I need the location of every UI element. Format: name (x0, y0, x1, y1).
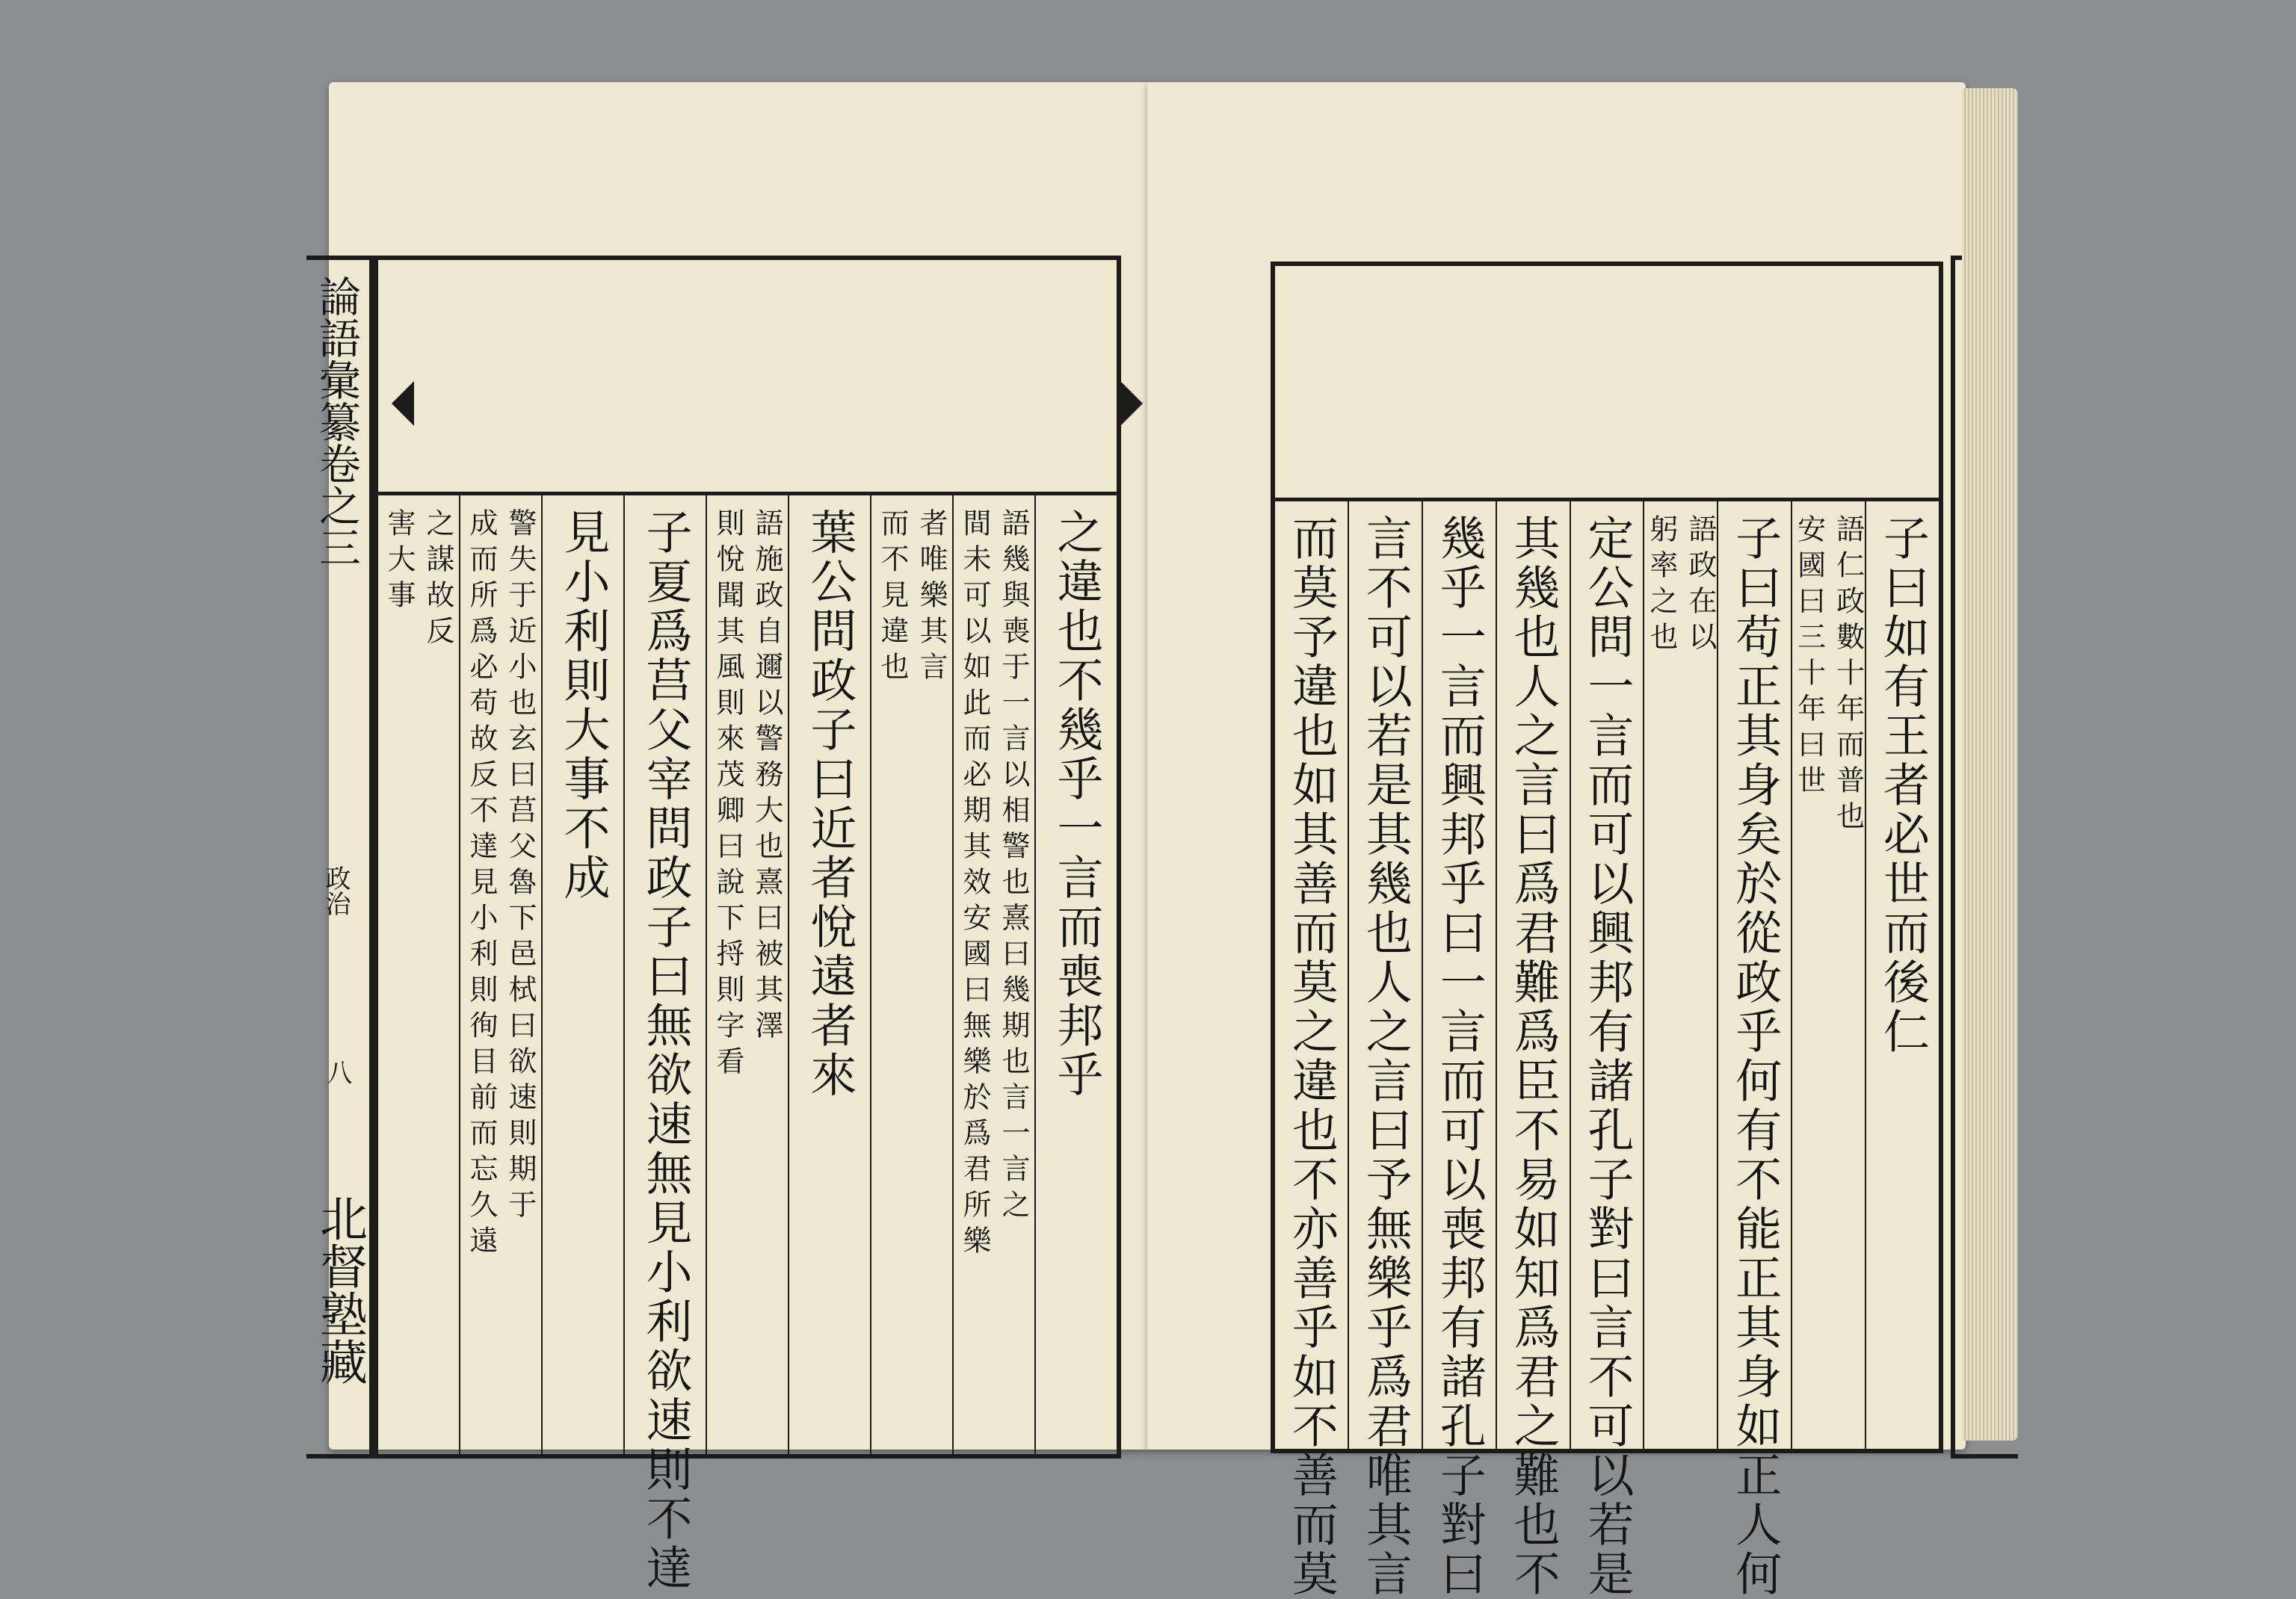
text-column (1643, 498, 1717, 1449)
commentary-lines (960, 508, 1028, 1454)
right-page (1147, 82, 1966, 1599)
main-text: 定公問一言而可以興邦有諸孔子對曰言不可以若是 (1579, 514, 1635, 1599)
text-column (541, 492, 623, 1454)
book-title: 論語彙纂卷之三 (312, 275, 361, 568)
page-number: 八 (322, 1060, 352, 1085)
text-column (1496, 498, 1570, 1599)
left-page (312, 82, 1147, 1593)
commentary-text: 而不見違也 (876, 508, 909, 687)
main-text: 子夏爲莒父宰問政子曰無欲速無見小利欲速則不達 (638, 508, 693, 1593)
open-book (312, 75, 2025, 1599)
main-text: 之違也不幾乎一言而喪邦乎 (1049, 508, 1104, 1100)
commentary-lines (465, 508, 537, 1454)
commentary-text: 語施政自邇以警務大也熹曰被其澤 (750, 508, 783, 1046)
headnote-area (1275, 266, 1939, 501)
commentary-lines (876, 508, 948, 1454)
publisher-mark: 北督塾藏 (312, 1194, 367, 1385)
commentary-text: 語仁政數十年而普也 (1831, 514, 1865, 837)
text-column (623, 492, 706, 1593)
left-text-columns (378, 492, 1117, 1593)
text-column (1275, 498, 1348, 1599)
text-column (1865, 498, 1939, 1449)
commentary-lines (1792, 514, 1865, 1449)
text-column (706, 492, 788, 1454)
commentary-lines (385, 508, 452, 1454)
commentary-text: 之謀故反 (422, 508, 454, 652)
text-column (1791, 498, 1865, 1449)
text-column (1348, 498, 1422, 1599)
commentary-text: 成而所爲必苟故反不達見小利則徇目前而忘久遠 (465, 508, 498, 1261)
text-column (1034, 492, 1117, 1454)
text-column (1570, 498, 1644, 1599)
main-text: 而莫予違也如其善而莫之違也不亦善乎如不善而莫 (1284, 514, 1339, 1599)
text-column (952, 492, 1034, 1454)
commentary-text: 則悅聞其風則來茂卿曰說下捋則字看 (712, 508, 744, 1082)
right-text-columns (1275, 498, 1939, 1599)
text-column (1422, 498, 1496, 1599)
commentary-lines (1644, 514, 1717, 1449)
commentary-lines (714, 508, 781, 1454)
commentary-text: 者唯樂其言 (915, 508, 948, 687)
commentary-text: 安國曰三十年曰世 (1792, 514, 1826, 801)
main-text: 子曰如有王者必世而後仁 (1875, 514, 1931, 1057)
section-name: 政治 (321, 865, 351, 916)
commentary-text: 間未可以如此而必期其效安國曰無樂於爲君所樂 (958, 508, 991, 1261)
commentary-text: 害大事 (383, 508, 416, 616)
main-text: 幾乎一言而興邦乎曰一言而可以喪邦有諸孔子對曰 (1432, 514, 1487, 1599)
main-text: 言不可以若是其幾也人之言曰予無樂乎爲君唯其言 (1358, 514, 1413, 1599)
commentary-text: 語幾與喪于一言以相警也熹曰幾期也言一言之 (997, 508, 1030, 1225)
text-column (378, 492, 459, 1454)
text-column (1717, 498, 1791, 1599)
main-text: 見小利則大事不成 (556, 508, 611, 903)
text-column (870, 492, 952, 1454)
commentary-text: 警失于近小也玄曰莒父魯下邑栻曰欲速則期于 (504, 508, 537, 1225)
page-edges (1962, 88, 2018, 1441)
commentary-text: 躬率之也 (1644, 514, 1678, 658)
text-column (788, 492, 870, 1454)
left-margin-column (306, 256, 374, 1459)
main-text: 葉公問政子曰近者悅遠者來 (803, 508, 857, 1100)
headnote-area (378, 260, 1117, 495)
text-column (459, 492, 541, 1454)
right-text-frame (1271, 262, 1943, 1599)
main-text: 子曰苟正其身矣於從政乎何有不能正其身如正人何 (1727, 514, 1783, 1599)
main-text: 其幾也人之言曰爲君難爲臣不易如知爲君之難也不 (1506, 514, 1561, 1599)
fish-tail-mark (1120, 381, 1143, 426)
left-text-frame (374, 256, 1121, 1593)
commentary-text: 語政在以 (1683, 514, 1717, 658)
